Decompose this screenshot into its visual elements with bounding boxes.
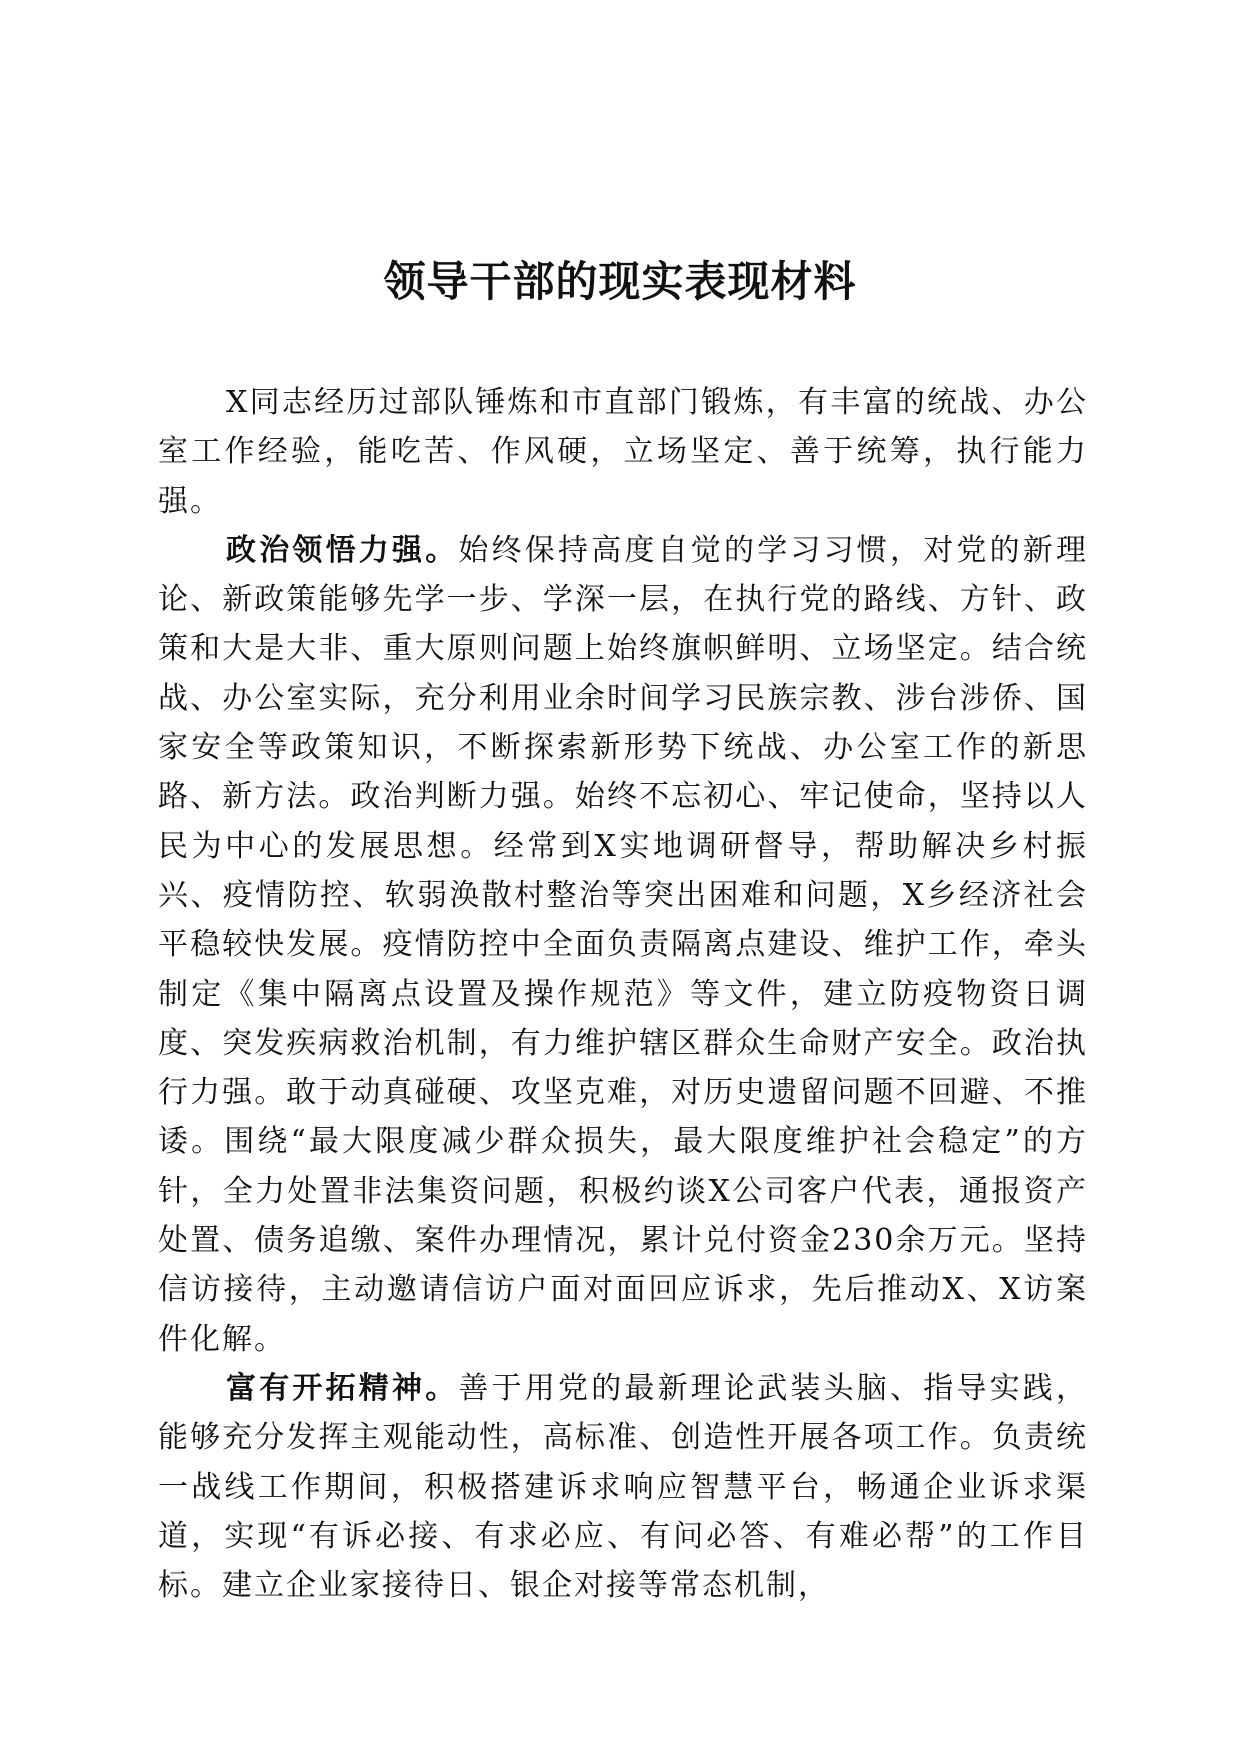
- document-title: 领导干部的现实表现材料: [383, 257, 857, 306]
- paragraph-pioneering-spirit: [158, 1364, 1088, 1610]
- paragraph-text: 善于用党的最新理论武装头脑、指导实践，能够充分发挥主观能动性，高标准、创造性开展各项工作。负责统一战线工作期间，积极搭建诉求响应智慧平台，畅通企业诉求渠道，实现“有诉必接、有求必应、有问必答、有难必帮”的工作目标。建立企业家接待日、银企对接等常态机制，: [158, 1370, 1089, 1604]
- paragraph-lead: 富有开拓精神。: [226, 1370, 459, 1406]
- paragraph-text: X同志经历过部队锤炼和市直部门锻炼，有丰富的统战、办公室工作经验，能吃苦、作风硬，立场坚定、善于统筹，执行能力强。: [158, 385, 1088, 519]
- document-body: [158, 378, 1088, 1610]
- paragraph-lead: 政治领悟力强。: [226, 532, 459, 568]
- paragraph-text: 始终保持高度自觉的学习习惯，对党的新理论、新政策能够先学一步、学深一层，在执行党的路线、方针、政策和大是大非、重大原则问题上始终旗帜鲜明、立场坚定。结合统战、办公室实际，充分利用业余时间学习民族宗教、涉台涉侨、国家安全等政策知识，不断探索新形势下统战、办公室工作的新思路、新方法。政治判断力强。始终不忘初心、牢记使命，坚持以人民为中心的发展思想。经常到X实地调研督导，帮助解决乡村振兴、疫情防控、软弱涣散村整治等突出困难和问题，X乡经济社会平稳较快发展。疫情防控中全面负责隔离点建设、维护工作，牵头制定《集中隔离点设置及操作规范》等文件，建立防疫物资日调度、突发疾病救治机制，有力维护辖区群众生命财产安全。政治执行力强。敢于动真碰硬、攻坚克难，对历史遗留问题不回避、不推诿。围绕“最大限度减少群众损失，最大限度维护社会稳定”的方针，全力处置非法集资问题，积极约谈X公司客户代表，通报资产处置、债务追缴、案件办理情况，累计兑付资金230余万元。坚持信访接待，主动邀请信访户面对面回应诉求，先后推动X、X访案件化解。: [158, 532, 1089, 1357]
- paragraph-intro: [158, 378, 1088, 526]
- paragraph-political-understanding: [158, 526, 1088, 1364]
